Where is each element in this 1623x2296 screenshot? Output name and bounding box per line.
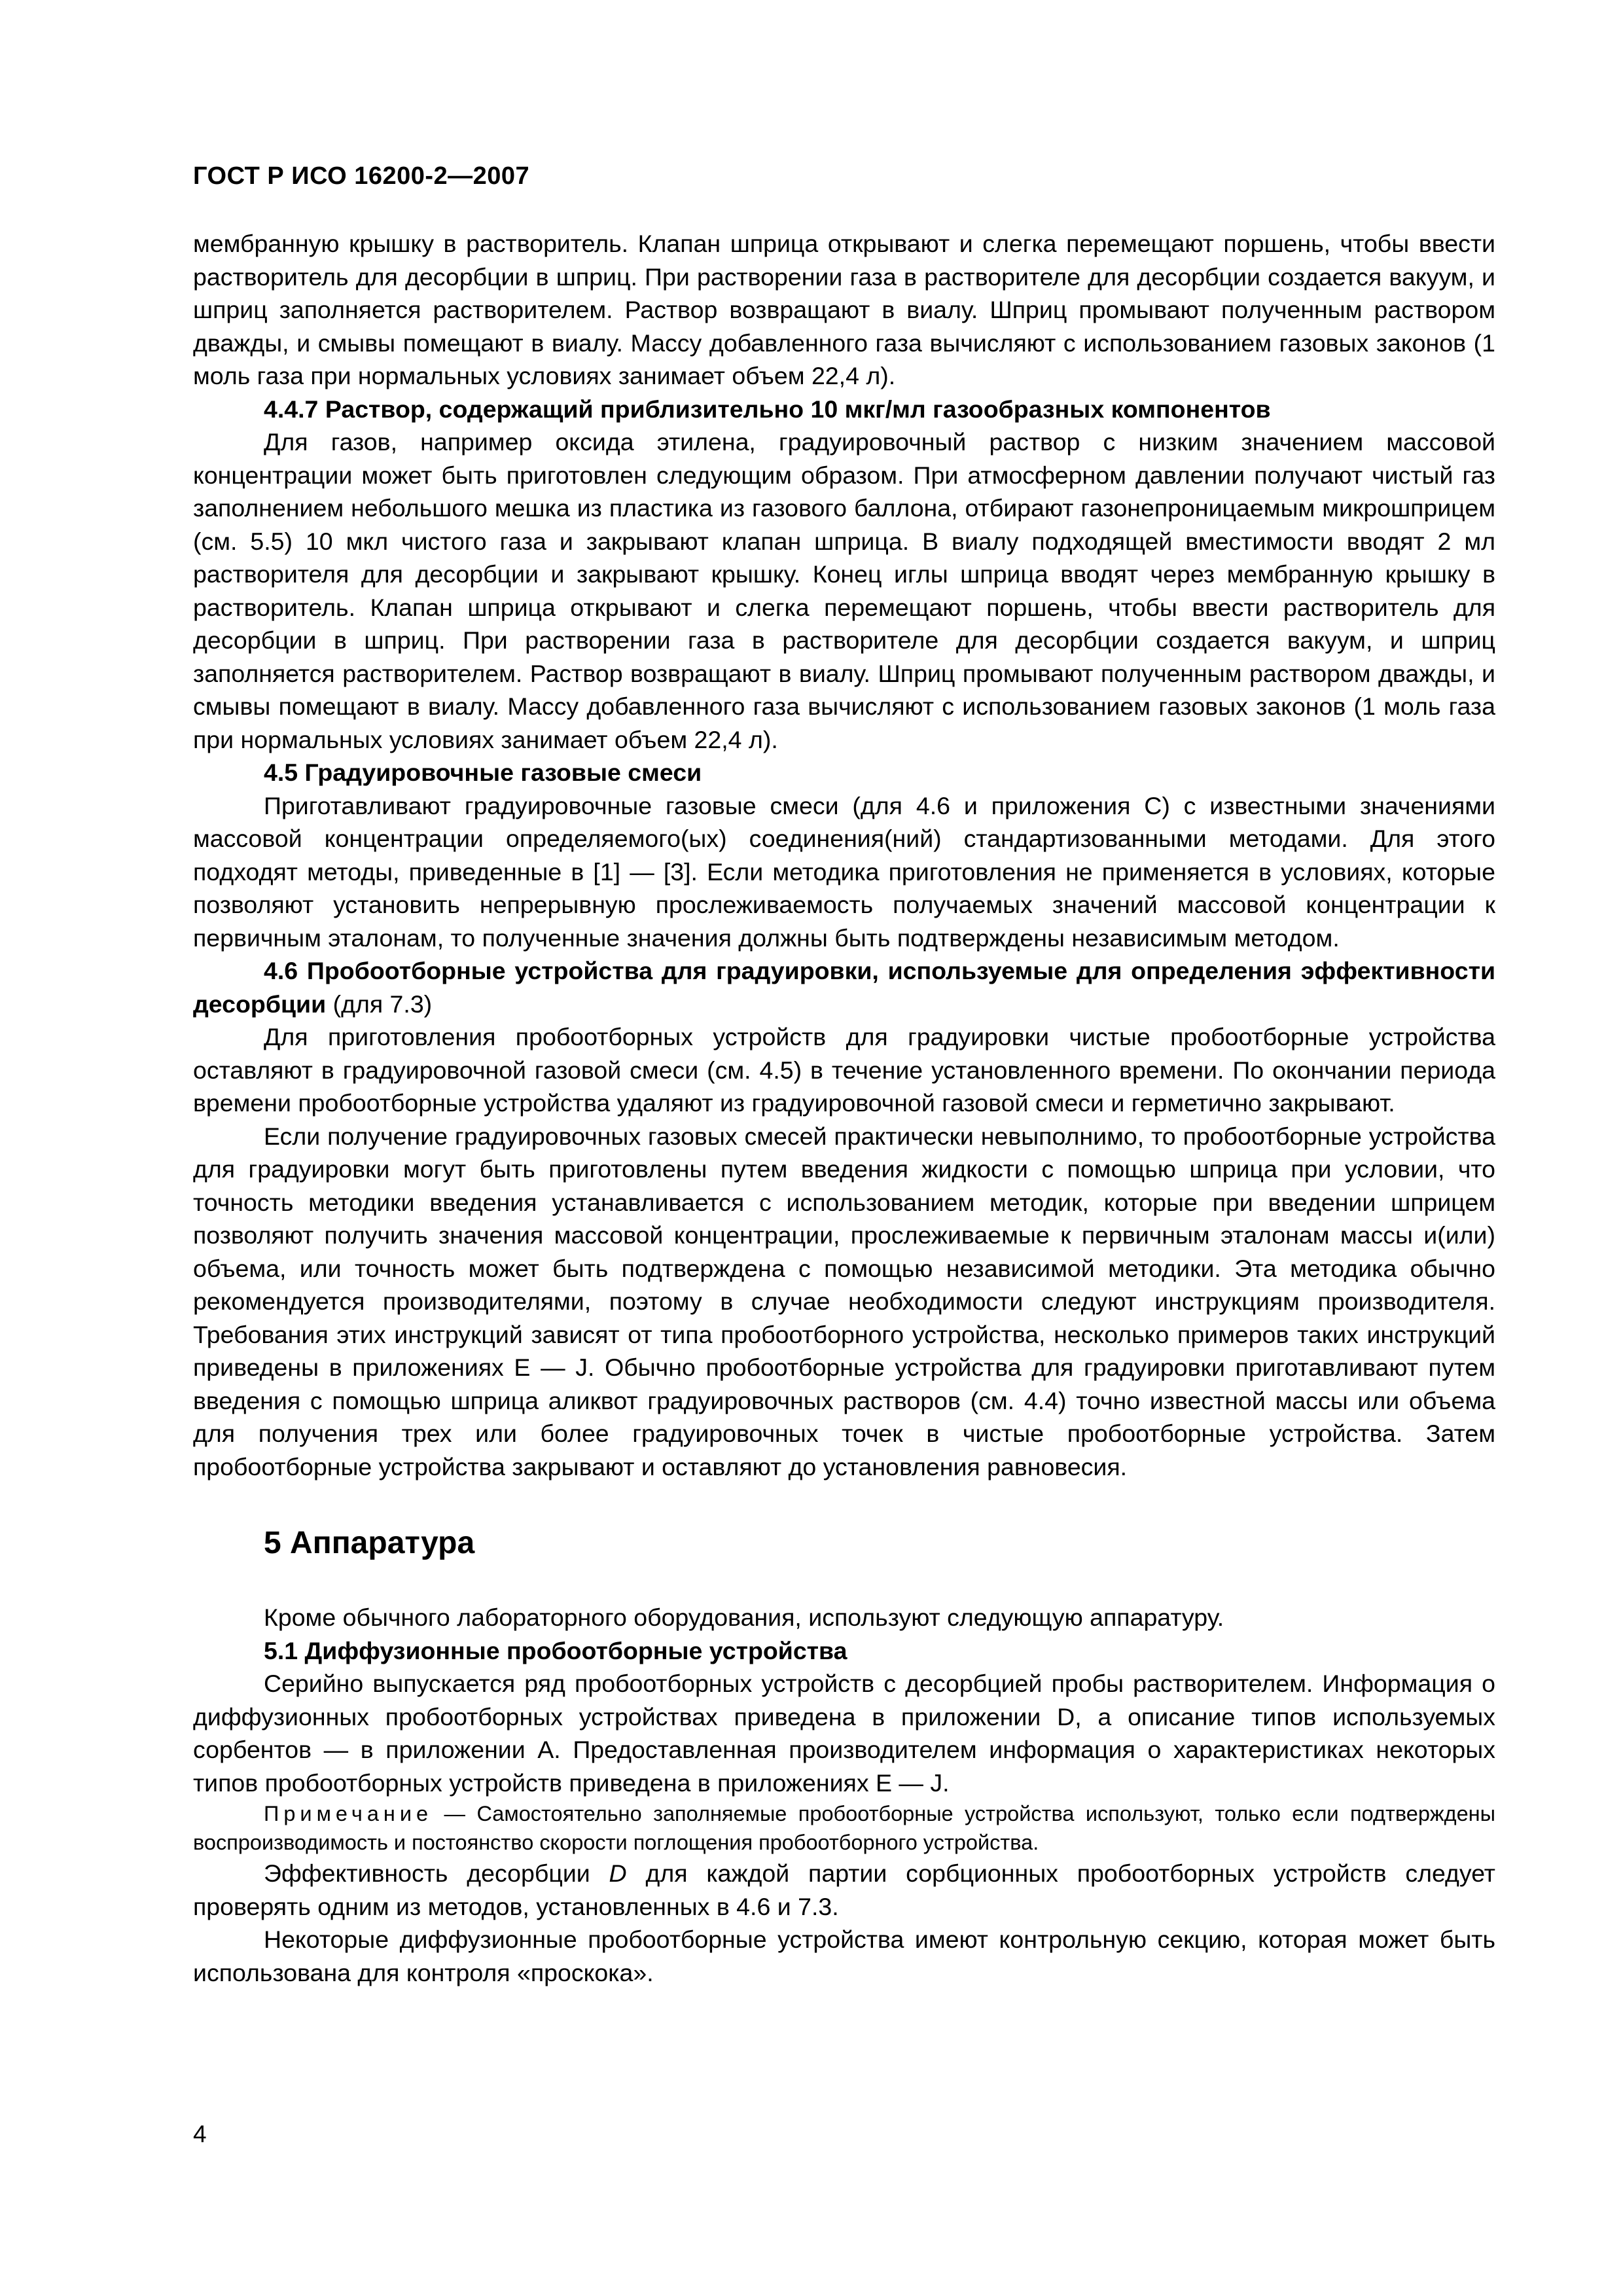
heading-4-5: 4.5 Градуировочные газовые смеси <box>264 759 702 786</box>
paragraph-4-4-7: Для газов, например оксида этилена, градуировочный раствор с низким значением массовой концентрации может быть приготовлен следующим образом. При атмосферном давлении получают чистый газ заполнением небольшого мешка из пластика из газового баллона, отбирают газонепроницаемым микрошприцем (см. 5.5) 10 мкл чистого газа и закрывают клапан шприца. В виалу подходящей вместимости вводят 2 мл растворителя для десорбции и закрывают крышку. Конец иглы шприца вводят через мембранную крышку в растворитель. Клапан шприца открывают и слегка перемещают поршень, чтобы ввести растворитель для десорбции в шприц. При растворении газа в растворителе для десорбции создается вакуум, и шприц заполняется растворителем. Раствор возвращают в виалу. Шприц промывают полученным раствором дважды, и смывы помещают в виалу. Массу добавленного газа вычисляют с использованием газовых законов (1 моль газа при нормальных условиях занимает объем 22,4 л). <box>193 428 1495 753</box>
paragraph-5-1: Серийно выпускается ряд пробоотборных устройств с десорбцией пробы растворителем. Информация о диффузионных пробоотборных устройствах приведена в приложении D, а описание типов используемых сорбентов — в приложении А. Предоставленная производителем информация о характеристиках некоторых типов пробоотборных устройств приведена в приложениях E — J. <box>193 1670 1495 1797</box>
heading-4-6-text: 4.6 Пробоотборные устройства для градуировки, используемые для определения эффективности десорбции <box>193 957 1495 1018</box>
paragraph-4-6-a: Для приготовления пробоотборных устройств для градуировки чистые пробоотборные устройства оставляют в градуировочной газовой смеси (см. 4.5) в течение установленного времени. По окончании периода времени пробоотборные устройства удаляют из градуировочной газовой смеси и герметично закрывают. <box>193 1023 1495 1117</box>
heading-4-6 <box>193 954 1495 1020</box>
heading-5-1: 5.1 Диффузионные пробоотборные устройства <box>264 1636 847 1664</box>
page-number: 4 <box>193 2121 207 2147</box>
document-header: ГОСТ Р ИСО 16200-2—2007 <box>193 162 530 190</box>
note-label: Примечание <box>264 1802 433 1825</box>
document-body <box>193 227 1495 1989</box>
paragraph-5-1-b-pre: Эффективность десорбции <box>264 1859 609 1887</box>
note <box>193 1799 1495 1857</box>
heading-4-6-tail: (для 7.3) <box>326 990 433 1018</box>
paragraph-5-1-c: Некоторые диффузионные пробоотборные устройства имеют контрольную секцию, которая может быть использована для контроля «проскока». <box>193 1926 1495 1986</box>
note-text: — Самостоятельно заполняемые пробоотборные устройства используют, только если подтверждены воспроизводимость и постоянство скорости поглощения пробоотборного устройства. <box>193 1802 1495 1854</box>
paragraph-5-1-b <box>193 1857 1495 1923</box>
section-5-heading: 5 Аппаратура <box>264 1526 475 1560</box>
desorption-variable: D <box>609 1859 627 1887</box>
heading-4-4-7: 4.4.7 Раствор, содержащий приблизительно 10 мкг/мл газообразных компонентов <box>264 395 1271 423</box>
paragraph-continued: мембранную крышку в растворитель. Клапан шприца открывают и слегка перемещают поршень, чтобы ввести растворитель для десорбции в шприц. При растворении газа в растворителе для десорбции создается вакуум, и шприц заполняется растворителем. Раствор возвращают в виалу. Шприц промывают полученным раствором дважды, и смывы помещают в виалу. Массу добавленного газа вычисляют с использованием газовых законов (1 моль газа при нормальных условиях занимает объем 22,4 л). <box>193 230 1495 389</box>
paragraph-4-5: Приготавливают градуировочные газовые смеси (для 4.6 и приложения С) с известными значениями массовой концентрации определяемого(ых) соединения(ний) стандартизованными методами. Для этого подходят методы, приведенные в [1] — [3]. Если методика приготовления не применяется в условиях, которые позволяют установить непрерывную прослеживаемость получаемых значений массовой концентрации к первичным эталонам, то полученные значения должны быть подтверждены независимым методом. <box>193 791 1495 952</box>
paragraph-4-6-b: Если получение градуировочных газовых смесей практически невыполнимо, то пробоотборные устройства для градуировки могут быть приготовлены путем введения жидкости с помощью шприца при условии, что точность методики введения устанавливается с использованием методик, которые при введении шприцем позволяют получить значения массовой концентрации, прослеживаемые к первичным эталонам массы и(или) объема, или точность может быть подтверждена с помощью независимой методики. Эта методика обычно рекомендуется производителями, поэтому в случае необходимости следуют инструкциям производителя. Требования этих инструкций зависят от типа пробоотборного устройства, несколько примеров таких инструкций приведены в приложениях E — J. Обычно пробоотборные устройства для градуировки приготавливают путем введения с помощью шприца аликвот градуировочных растворов (см. 4.4) точно известной массы или объема для получения трех или более градуировочных точек в чистые пробоотборные устройства. Затем пробоотборные устройства закрывают и оставляют до установления равновесия. <box>193 1122 1495 1480</box>
paragraph-5-1-b-post: для каждой партии сорбционных пробоотборных устройств следует проверять одним из методов, установленных в 4.6 и 7.3. <box>193 1859 1495 1920</box>
paragraph-5: Кроме обычного лабораторного оборудования, используют следующую аппаратуру. <box>264 1604 1224 1631</box>
